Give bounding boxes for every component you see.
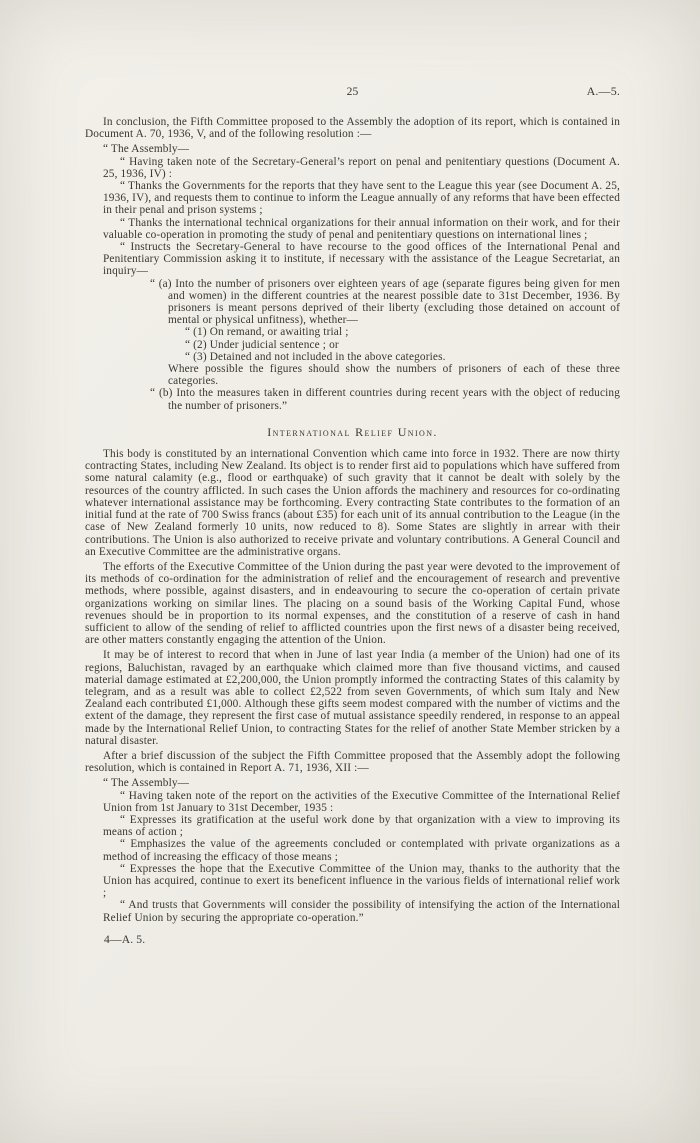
resolution-opening: “ The Assembly— [103,777,190,790]
body-paragraph-fifth-committee-proposal: After a brief discussion of the subject the Fifth Committee proposed that the Assembly adopt the following resolution, which is contained in Report A. 71, 1936, XII :— [85,749,620,775]
doc-reference: A.—5. [586,84,620,98]
resolution-clause-emphasizes-value: “ Emphasizes the value of the agreements concluded or contemplated with private organizations as a method of increasing the efficacy of those means ; [103,838,620,863]
resolution-clause-instructs-inquiry: “ Instructs the Secretary-General to have recourse to the good offices of the International Penal and Penitentiary Commission asking it to institute, if necessary with the assistance of the League Secretariat, an inquiry— [103,241,620,278]
body-paragraph-union-constitution: This body is constituted by an international Convention which came into force in 1932. There are now thirty contracting States, including New Zealand. Its object is to render first aid to populations which have suffered from some natural calamity (e.g., flood or earthquake) of such gravity that it cannot be dealt with solely by the resources of the country afflicted. In such cases the Union affords the machinery and resources for co-ordinating whatever international assistance may be forthcoming. Every contracting State contributes to the formation of an initial fund at the rate of 700 Swiss francs (about £35) for each unit of its annual contribution to the League (in the case of New Zealand formerly 10 units, now reduced to 8). Some States are slightly in arrear with their contributions. The Union is also authorized to receive private and voluntary contributions. A General Council and an Executive Committee are the administrative organs. [85,448,620,558]
inquiry-item-a: “ (a) Into the number of prisoners over eighteen years of age (separate figures being given for men and women) in the different countries at the nearest possible date to 31st December, 1936. By prisoners is meant persons deprived of their liberty (excluding those detained on account of mental or physical unfitness), whether— [150,277,620,327]
inquiry-item-b: “ (b) Into the measures taken in different countries during recent years with the object of reducing the number of prisoners.” [150,387,620,412]
penal-resolution-block [103,143,620,411]
section-heading-international-relief-union: International Relief Union. [267,424,438,439]
body-paragraph-executive-efforts: The efforts of the Executive Committee of the Union during the past year were devoted to the improvement of its methods of co-ordination for the administration of relief and the encouragement of research and preventive methods, where possible, against disasters, and in endeavouring to secure the co-operation of certain private organizations working on similar lines. The placing on a sound basis of the Working Capital Fund, whose revenues should be in proportion to its normal expenses, and the constitution of a reserve of cash in hand sufficient to allow of the sending of relief to afflicted countries upon the first news of a disaster being received, are other matters constantly engaging the attention of the Union. [85,560,620,647]
page-number: 25 [346,86,359,98]
relief-resolution-block [103,777,620,923]
body-paragraph-baluchistan-earthquake: It may be of interest to record that when in June of last year India (a member of the Union) had one of its regions, Baluchistan, ravaged by an earthquake which claimed more than five thousand victims, and caused material damage estimated at £2,200,000, the Union promptly informed the contracting States of this calamity by telegram, and as a result was able to collect £2,522 from seven Governments, of which sum Italy and New Zealand each contributed £1,000. Although these gifts seem modest compared with the number of victims and the extent of the damage, they represent the first case of mutual assistance speedily rendered, in response to an appeal made by the International Relief Union, to contracting States for the relief of another State Member stricken by a natural disaster. [85,649,620,747]
page-header [85,86,620,100]
resolution-clause-thanks-organizations: “ Thanks the international technical organizations for their annual information on their work, and for their valuable co-operation in promoting the study of penal and penitentiary questions on international lines ; [103,216,620,241]
inquiry-sub-item-3: “ (3) Detained and not included in the above categories. [185,350,446,363]
resolution-clause-trusts-governments: “ And trusts that Governments will consider the possibility of intensifying the action of the International Relief Union by securing the appropriate co-operation.” [103,899,620,924]
inquiry-sub-item-1: “ (1) On remand, or awaiting trial ; [185,326,349,339]
resolution-opening: “ The Assembly— [103,143,190,156]
resolution-clause-expresses-hope: “ Expresses the hope that the Executive Committee of the Union may, thanks to the authority that the Union has acquired, continue to exert its beneficent influence in the various fields of international relief work ; [103,862,620,900]
resolution-clause-having-taken-note-report: “ Having taken note of the report on the activities of the Executive Committee of the International Relief Union from 1st January to 31st December, 1935 : [103,789,620,814]
footer-signature: 4—A. 5. [104,932,146,946]
intro-paragraph: In conclusion, the Fifth Committee proposed to the Assembly the adoption of its report, which is contained in Document A. 70, 1936, V, and of the following resolution :— [85,116,620,141]
inquiry-item-a-note: Where possible the figures should show the numbers of prisoners of each of these three categories. [168,363,620,388]
page-footer [85,934,620,946]
resolution-clause-expresses-gratification: “ Expresses its gratification at the useful work done by that organization with a view to improving its means of action ; [103,813,620,839]
inquiry-sub-item-2: “ (2) Under judicial sentence ; or [185,338,339,351]
resolution-clause-having-taken-note: “ Having taken note of the Secretary-General’s report on penal and penitentiary questions (Document A. 25, 1936, IV) : [103,155,620,180]
resolution-clause-thanks-governments: “ Thanks the Governments for the reports that they have sent to the League this year (see Document A. 25, 1936, IV), and requests them to continue to inform the League annually of any reforms that have been effected in their penal and prison systems ; [103,180,620,217]
